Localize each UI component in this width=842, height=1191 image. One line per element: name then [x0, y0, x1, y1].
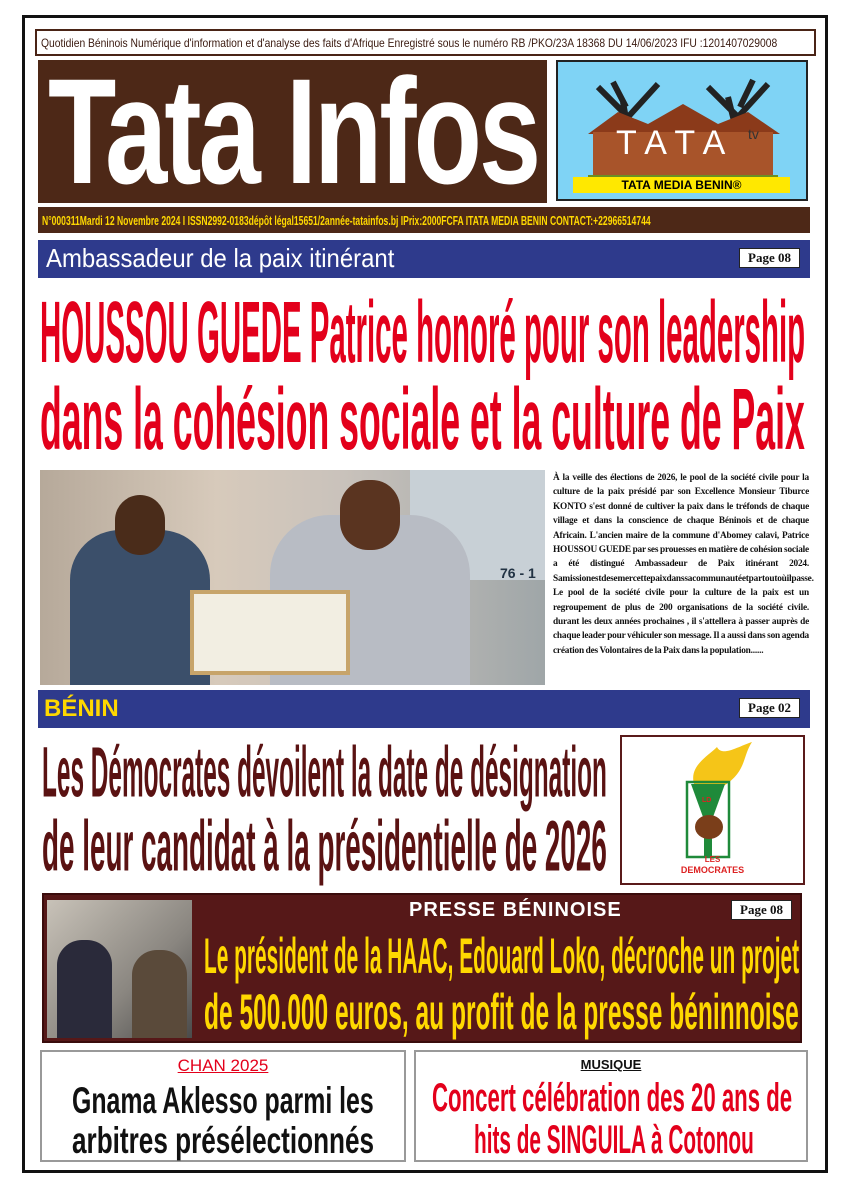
bottom-story-chan	[40, 1050, 406, 1162]
story-kicker: CHAN 2025	[177, 1056, 269, 1075]
torch-icon	[677, 742, 757, 862]
presse-kicker: PRESSE BÉNINOISE	[409, 899, 622, 921]
photo-caption-text: 76 - 1	[500, 565, 536, 581]
headline-line[interactable]: Le président de la HAAC, Edouard Loko, décroche un projet	[204, 927, 800, 984]
logo-badge: LD	[702, 797, 712, 804]
logo-text-line: DEMOCRATES	[680, 865, 745, 875]
logo-tv: tv	[748, 126, 759, 142]
lead-article: À la veille des élections de 2026, le pool de la société civile pour la culture de la paix présidé par son Excellence Monsieur Tiburce KONTO s'est donné de cultiver la paix dans le tréfonds de chaque village et dans la conscience de chaque Béninois et de chaque Africain. L'ancien maire de la commune d'Abomey calavi, Patrice HOUSSOU GUEDE par ses prouesses en matière de cohésion sociale a été distingué Ambassadeur de Paix itinérant 2024. Samissionestdesemercettepaixdanssacommunautéetpartoutoùilpasse. Le pool de la société civile pour la culture de la paix est un regroupement de plus de 200 organisations de la société civile. durant les deux années prochaines , il s'attellera à passer auprès de chaque leader pour véhiculer son message. Il a aussi dans son agenda création des Volontaires de la Paix dans la population......	[553, 473, 814, 656]
presse-section	[42, 893, 802, 1043]
info-strip-text: N°000311Mardi 12 Novembre 2024 I ISSN2992-0183dépôt légal15651/2année-tatainfos.bj IPrix:2000FCFA ITATA MEDIA BENIN CONTACT:+22966514744	[42, 212, 651, 228]
headline-line[interactable]: de 500.000 euros, au profit de la presse béninnoise	[204, 983, 799, 1040]
lead-kicker: Ambassadeur de la paix itinérant	[46, 243, 395, 273]
page-ref-badge[interactable]: Page 08	[739, 248, 800, 268]
headline-line[interactable]: arbitres présélectionnés	[72, 1119, 375, 1162]
masthead-title: Tata Infos	[48, 60, 539, 203]
logo-name: TATA	[616, 124, 736, 162]
bottom-story-musique	[414, 1050, 808, 1162]
headline-line[interactable]: dans la cohésion sociale et la culture de Paix	[40, 370, 805, 468]
page-ref-badge[interactable]: Page 08	[731, 900, 792, 920]
logo-caption: TATA MEDIA BENIN®	[573, 177, 790, 193]
masthead	[38, 60, 547, 203]
headline-line[interactable]: de leur candidat à la présidentielle de 2026	[42, 807, 607, 887]
tata-media-logo	[556, 60, 808, 201]
page-ref-badge[interactable]: Page 02	[739, 698, 800, 718]
les-democrates-logo	[620, 735, 805, 885]
benin-kicker: BÉNIN	[44, 695, 119, 722]
headline-line[interactable]: hits de SINGUILA à Cotonou	[474, 1116, 754, 1162]
section-bar-lead	[38, 240, 810, 278]
headline-line[interactable]: Concert célébration des 20 ans de	[432, 1074, 793, 1120]
story-kicker: MUSIQUE	[580, 1057, 642, 1072]
logo-text-line: LES	[704, 855, 721, 864]
presse-photo	[47, 900, 192, 1038]
tagline	[35, 29, 816, 56]
headline-line[interactable]: Les Démocrates dévoilent la date de désignation	[42, 733, 607, 813]
tagline-text: Quotidien Béninois Numérique d'information et d'analyse des faits d'Afrique Enregistré sous le numéro RB /PKO/23A 18368 DU 14/06/2023 IFU :1201407029008	[41, 35, 778, 50]
section-bar-benin	[38, 690, 810, 728]
headline-line[interactable]: HOUSSOU GUEDE Patrice honoré pour son leadership	[40, 283, 806, 381]
lead-photo	[40, 470, 545, 685]
info-strip	[38, 207, 810, 233]
headline-line[interactable]: Gnama Aklesso parmi les	[72, 1079, 374, 1122]
